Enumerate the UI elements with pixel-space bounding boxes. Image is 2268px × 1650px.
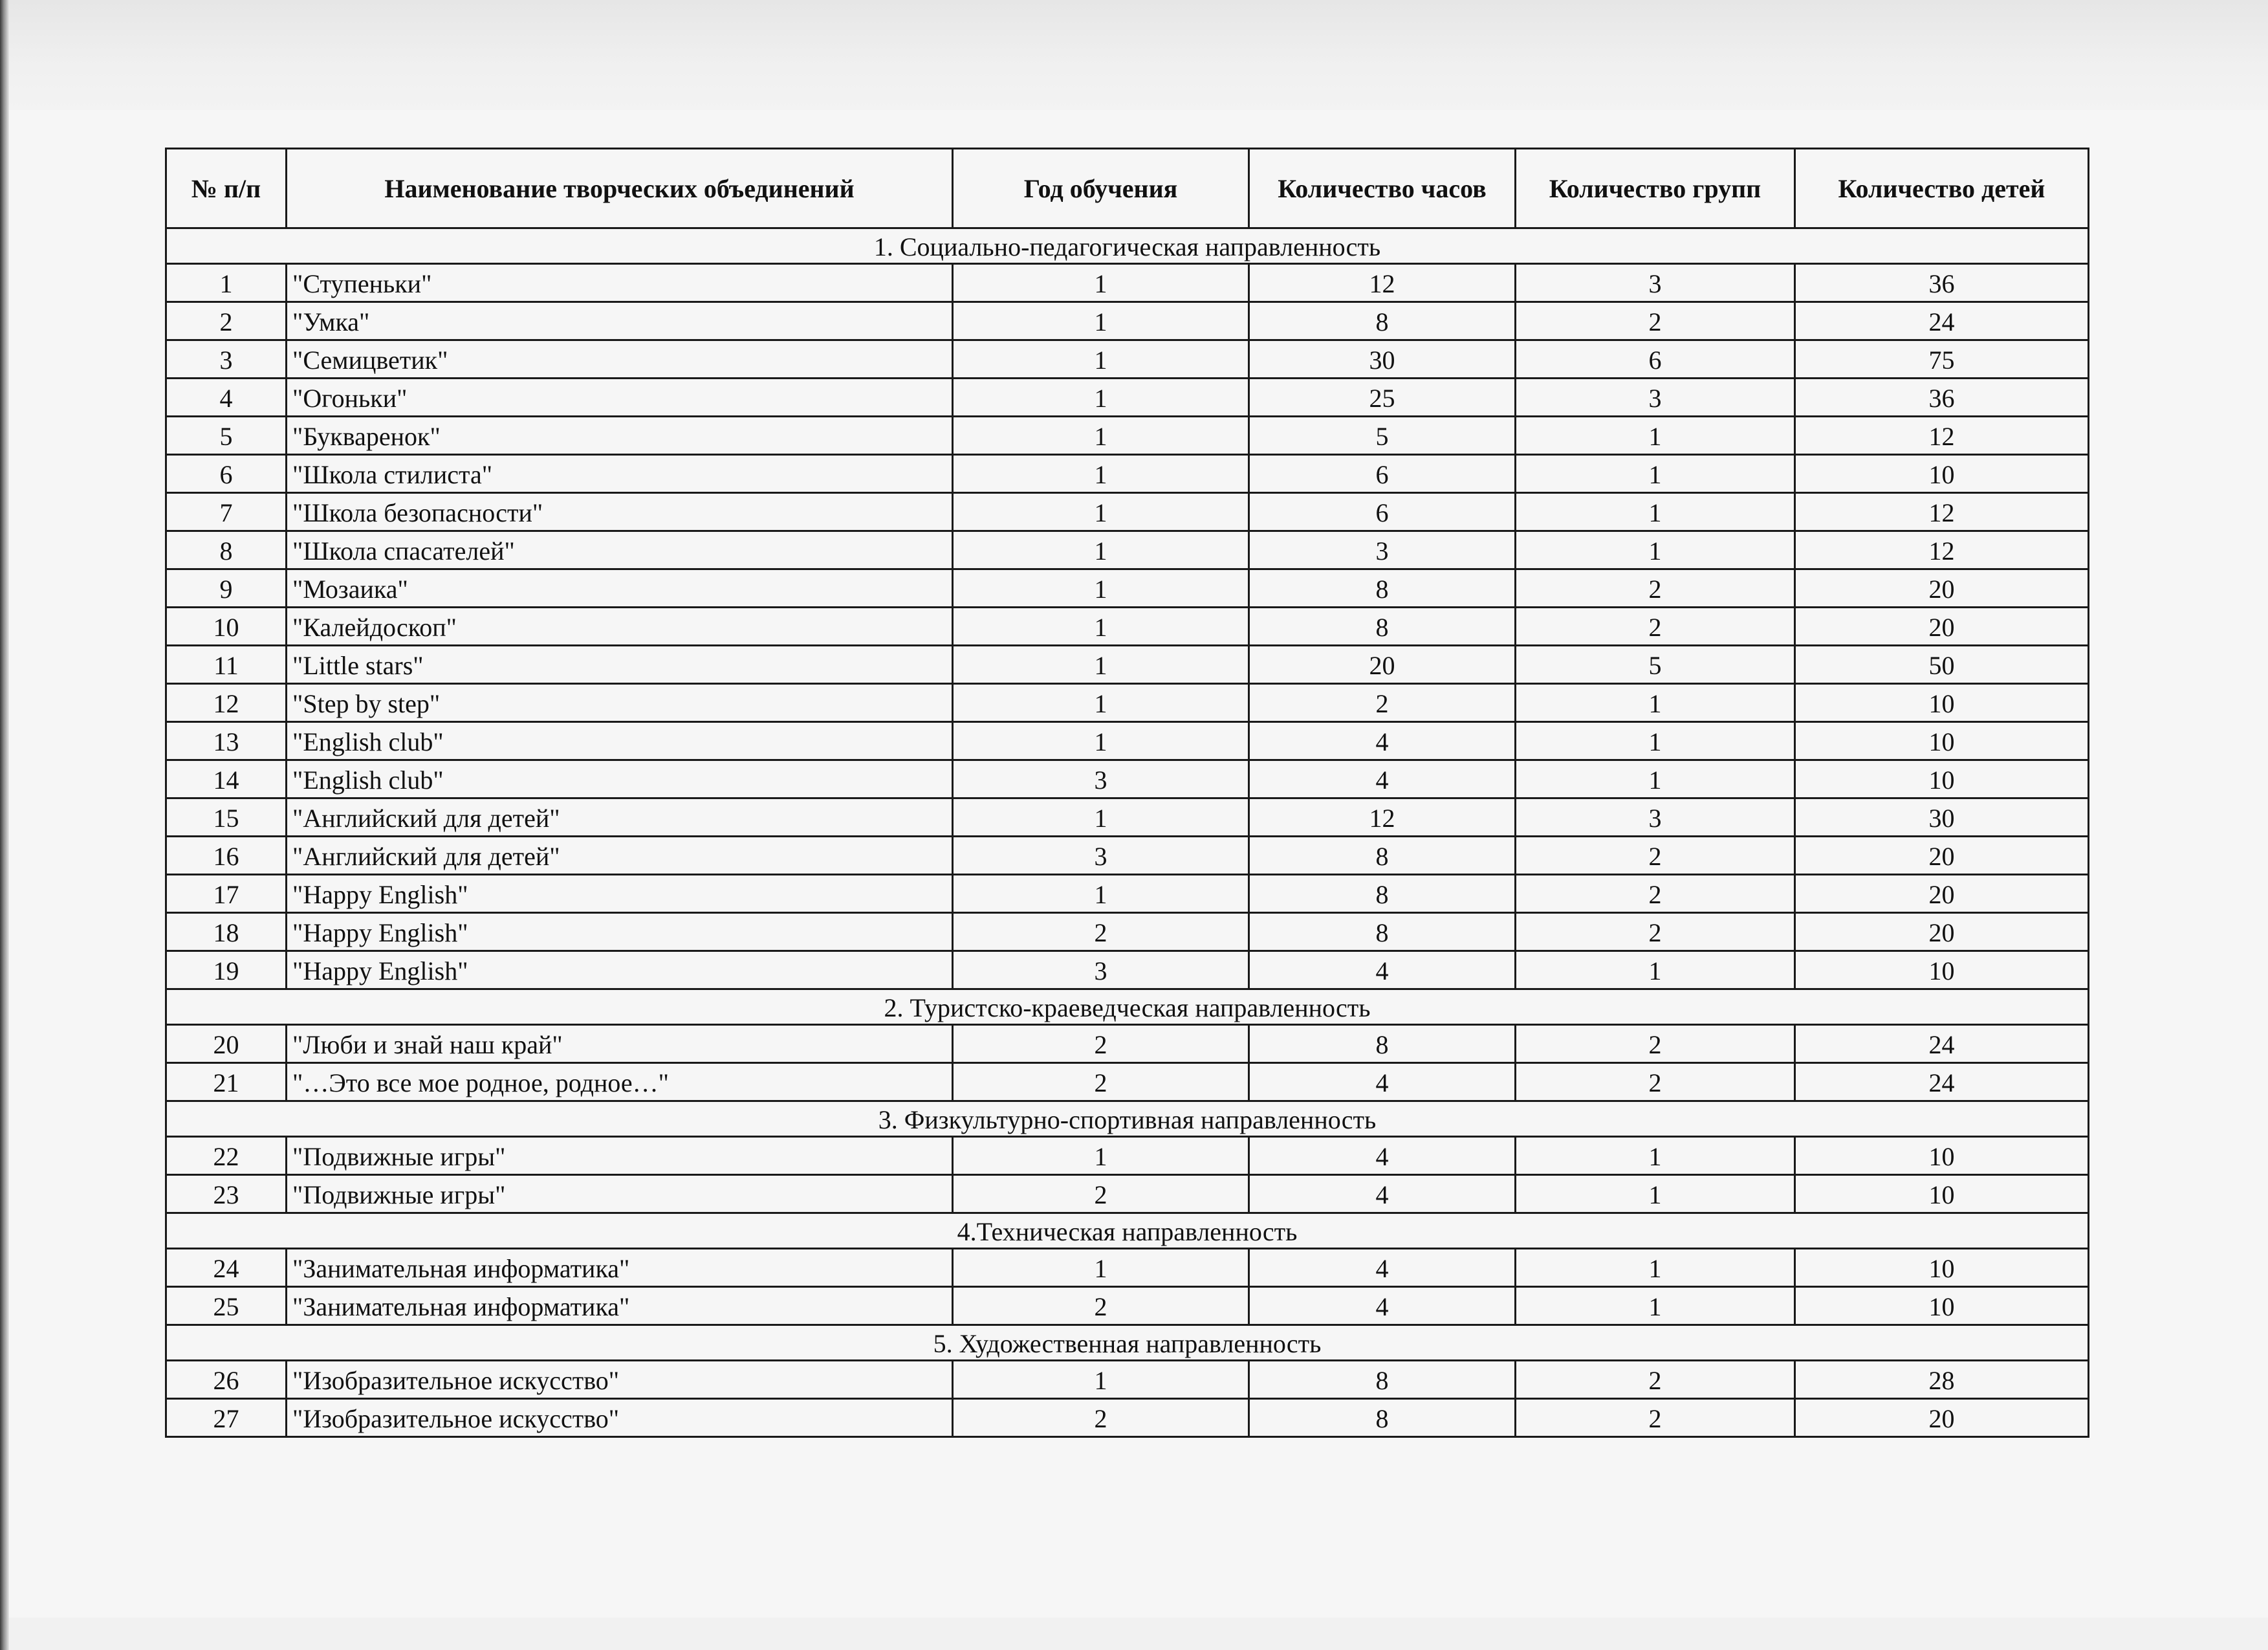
cell-number: 3 — [166, 340, 287, 379]
cell-name: "Happy English" — [287, 951, 953, 989]
cell-name: "Ступеньки" — [287, 264, 953, 302]
cell-name: "Школа стилиста" — [287, 455, 953, 493]
cell-children: 10 — [1795, 1287, 2089, 1325]
cell-groups: 1 — [1516, 493, 1795, 531]
table-row — [166, 1175, 2089, 1213]
cell-year: 1 — [953, 722, 1249, 760]
section-title: 4.Техническая направленность — [166, 1213, 2089, 1249]
table-row — [166, 340, 2089, 379]
cell-year: 3 — [953, 951, 1249, 989]
table-row — [166, 1287, 2089, 1325]
cell-name: "English club" — [287, 760, 953, 798]
cell-year: 1 — [953, 646, 1249, 684]
cell-groups: 1 — [1516, 951, 1795, 989]
cell-hours: 8 — [1249, 913, 1516, 951]
cell-hours: 3 — [1249, 531, 1516, 569]
cell-hours: 4 — [1249, 1137, 1516, 1175]
section-row — [166, 228, 2089, 264]
table-row — [166, 417, 2089, 455]
cell-year: 1 — [953, 608, 1249, 646]
cell-groups: 3 — [1516, 264, 1795, 302]
cell-year: 3 — [953, 837, 1249, 875]
cell-year: 1 — [953, 684, 1249, 722]
cell-number: 23 — [166, 1175, 287, 1213]
cell-groups: 2 — [1516, 1063, 1795, 1101]
table-row — [166, 646, 2089, 684]
cell-hours: 4 — [1249, 722, 1516, 760]
table-row — [166, 1025, 2089, 1063]
table-body — [166, 228, 2089, 1437]
cell-number: 27 — [166, 1399, 287, 1437]
cell-number: 24 — [166, 1249, 287, 1287]
cell-children: 75 — [1795, 340, 2089, 379]
cell-children: 10 — [1795, 951, 2089, 989]
cell-children: 12 — [1795, 531, 2089, 569]
cell-groups: 3 — [1516, 798, 1795, 837]
cell-number: 17 — [166, 875, 287, 913]
cell-groups: 1 — [1516, 722, 1795, 760]
cell-groups: 1 — [1516, 417, 1795, 455]
section-title: 3. Физкультурно-спортивная направленность — [166, 1101, 2089, 1137]
cell-hours: 12 — [1249, 264, 1516, 302]
cell-year: 1 — [953, 493, 1249, 531]
cell-groups: 1 — [1516, 531, 1795, 569]
header-hours: Количество часов — [1249, 149, 1516, 228]
section-row — [166, 989, 2089, 1025]
cell-name: "Калейдоскоп" — [287, 608, 953, 646]
cell-number: 8 — [166, 531, 287, 569]
cell-groups: 6 — [1516, 340, 1795, 379]
cell-year: 1 — [953, 1361, 1249, 1399]
cell-number: 14 — [166, 760, 287, 798]
table-row — [166, 264, 2089, 302]
cell-name: "Английский для детей" — [287, 837, 953, 875]
header-name: Наименование творческих объединений — [287, 149, 953, 228]
scan-top-shadow — [0, 0, 2268, 110]
cell-hours: 12 — [1249, 798, 1516, 837]
cell-name: "Happy English" — [287, 913, 953, 951]
cell-children: 10 — [1795, 1249, 2089, 1287]
cell-children: 10 — [1795, 722, 2089, 760]
cell-year: 2 — [953, 1399, 1249, 1437]
cell-name: "Мозаика" — [287, 569, 953, 608]
cell-number: 19 — [166, 951, 287, 989]
cell-number: 2 — [166, 302, 287, 340]
cell-hours: 8 — [1249, 608, 1516, 646]
cell-number: 16 — [166, 837, 287, 875]
cell-hours: 4 — [1249, 1175, 1516, 1213]
cell-number: 21 — [166, 1063, 287, 1101]
cell-children: 12 — [1795, 493, 2089, 531]
table-row — [166, 1137, 2089, 1175]
cell-year: 1 — [953, 455, 1249, 493]
cell-year: 2 — [953, 1175, 1249, 1213]
cell-hours: 25 — [1249, 379, 1516, 417]
section-title: 1. Социально-педагогическая направленность — [166, 228, 2089, 264]
cell-children: 50 — [1795, 646, 2089, 684]
cell-hours: 4 — [1249, 760, 1516, 798]
cell-number: 1 — [166, 264, 287, 302]
cell-number: 20 — [166, 1025, 287, 1063]
cell-hours: 8 — [1249, 1361, 1516, 1399]
cell-name: "Английский для детей" — [287, 798, 953, 837]
cell-year: 2 — [953, 1287, 1249, 1325]
header-year: Год обучения — [953, 149, 1249, 228]
cell-name: "…Это все мое родное, родное…" — [287, 1063, 953, 1101]
cell-hours: 30 — [1249, 340, 1516, 379]
cell-hours: 8 — [1249, 569, 1516, 608]
section-row — [166, 1325, 2089, 1361]
cell-year: 1 — [953, 302, 1249, 340]
header-groups: Количество групп — [1516, 149, 1795, 228]
cell-year: 1 — [953, 875, 1249, 913]
cell-number: 12 — [166, 684, 287, 722]
cell-hours: 4 — [1249, 1249, 1516, 1287]
cell-name: "Люби и знай наш край" — [287, 1025, 953, 1063]
cell-groups: 1 — [1516, 1175, 1795, 1213]
cell-name: "Step by step" — [287, 684, 953, 722]
cell-children: 20 — [1795, 837, 2089, 875]
cell-year: 1 — [953, 798, 1249, 837]
cell-number: 10 — [166, 608, 287, 646]
table-row — [166, 1249, 2089, 1287]
cell-year: 1 — [953, 264, 1249, 302]
cell-year: 1 — [953, 417, 1249, 455]
cell-hours: 8 — [1249, 1399, 1516, 1437]
table-row — [166, 608, 2089, 646]
cell-groups: 2 — [1516, 1399, 1795, 1437]
cell-name: "Little stars" — [287, 646, 953, 684]
cell-groups: 2 — [1516, 837, 1795, 875]
cell-number: 4 — [166, 379, 287, 417]
cell-groups: 1 — [1516, 1137, 1795, 1175]
cell-year: 1 — [953, 569, 1249, 608]
cell-year: 1 — [953, 340, 1249, 379]
cell-year: 1 — [953, 379, 1249, 417]
cell-hours: 8 — [1249, 302, 1516, 340]
table-row — [166, 1063, 2089, 1101]
table-row — [166, 913, 2089, 951]
cell-name: "Умка" — [287, 302, 953, 340]
cell-name: "Букваренок" — [287, 417, 953, 455]
cell-children: 30 — [1795, 798, 2089, 837]
cell-year: 2 — [953, 1063, 1249, 1101]
cell-name: "English club" — [287, 722, 953, 760]
table-row — [166, 951, 2089, 989]
cell-children: 10 — [1795, 1175, 2089, 1213]
cell-hours: 4 — [1249, 1063, 1516, 1101]
cell-name: "Подвижные игры" — [287, 1137, 953, 1175]
cell-groups: 1 — [1516, 684, 1795, 722]
cell-year: 2 — [953, 1025, 1249, 1063]
cell-name: "Занимательная информатика" — [287, 1287, 953, 1325]
cell-groups: 2 — [1516, 608, 1795, 646]
header-children: Количество детей — [1795, 149, 2089, 228]
cell-children: 24 — [1795, 1063, 2089, 1101]
cell-hours: 4 — [1249, 1287, 1516, 1325]
cell-number: 9 — [166, 569, 287, 608]
table-row — [166, 837, 2089, 875]
cell-hours: 8 — [1249, 837, 1516, 875]
cell-year: 1 — [953, 1249, 1249, 1287]
cell-groups: 2 — [1516, 1025, 1795, 1063]
cell-hours: 5 — [1249, 417, 1516, 455]
scan-left-edge — [0, 0, 9, 1650]
cell-name: "Подвижные игры" — [287, 1175, 953, 1213]
cell-children: 24 — [1795, 302, 2089, 340]
table-row — [166, 875, 2089, 913]
cell-name: "Занимательная информатика" — [287, 1249, 953, 1287]
table-header-row — [166, 149, 2089, 228]
cell-hours: 6 — [1249, 455, 1516, 493]
cell-children: 36 — [1795, 264, 2089, 302]
cell-groups: 2 — [1516, 1361, 1795, 1399]
cell-children: 36 — [1795, 379, 2089, 417]
cell-number: 15 — [166, 798, 287, 837]
cell-children: 10 — [1795, 1137, 2089, 1175]
table-row — [166, 379, 2089, 417]
cell-number: 11 — [166, 646, 287, 684]
table-row — [166, 722, 2089, 760]
cell-children: 20 — [1795, 608, 2089, 646]
programs-table — [165, 148, 2089, 1438]
cell-hours: 20 — [1249, 646, 1516, 684]
header-number: № п/п — [166, 149, 287, 228]
cell-children: 28 — [1795, 1361, 2089, 1399]
cell-name: "Огоньки" — [287, 379, 953, 417]
cell-year: 1 — [953, 1137, 1249, 1175]
cell-hours: 6 — [1249, 493, 1516, 531]
cell-name: "Школа спасателей" — [287, 531, 953, 569]
cell-hours: 8 — [1249, 875, 1516, 913]
cell-name: "Семицветик" — [287, 340, 953, 379]
cell-year: 3 — [953, 760, 1249, 798]
cell-number: 22 — [166, 1137, 287, 1175]
cell-name: "Изобразительное искусство" — [287, 1399, 953, 1437]
cell-hours: 2 — [1249, 684, 1516, 722]
cell-hours: 4 — [1249, 951, 1516, 989]
cell-number: 6 — [166, 455, 287, 493]
cell-groups: 2 — [1516, 569, 1795, 608]
table-row — [166, 455, 2089, 493]
table-row — [166, 302, 2089, 340]
cell-children: 20 — [1795, 875, 2089, 913]
table-row — [166, 684, 2089, 722]
table-row — [166, 760, 2089, 798]
cell-year: 1 — [953, 531, 1249, 569]
cell-number: 18 — [166, 913, 287, 951]
cell-number: 7 — [166, 493, 287, 531]
table-row — [166, 1399, 2089, 1437]
section-row — [166, 1213, 2089, 1249]
cell-groups: 2 — [1516, 302, 1795, 340]
cell-groups: 1 — [1516, 1249, 1795, 1287]
cell-groups: 1 — [1516, 455, 1795, 493]
cell-children: 20 — [1795, 1399, 2089, 1437]
cell-number: 13 — [166, 722, 287, 760]
cell-hours: 8 — [1249, 1025, 1516, 1063]
cell-groups: 2 — [1516, 913, 1795, 951]
table-row — [166, 1361, 2089, 1399]
table-row — [166, 531, 2089, 569]
cell-children: 10 — [1795, 684, 2089, 722]
cell-year: 2 — [953, 913, 1249, 951]
table-row — [166, 493, 2089, 531]
cell-children: 10 — [1795, 760, 2089, 798]
cell-name: "Happy English" — [287, 875, 953, 913]
cell-number: 5 — [166, 417, 287, 455]
cell-children: 12 — [1795, 417, 2089, 455]
cell-children: 24 — [1795, 1025, 2089, 1063]
cell-children: 20 — [1795, 913, 2089, 951]
cell-children: 10 — [1795, 455, 2089, 493]
cell-groups: 5 — [1516, 646, 1795, 684]
cell-name: "Школа безопасности" — [287, 493, 953, 531]
table-row — [166, 798, 2089, 837]
cell-number: 25 — [166, 1287, 287, 1325]
table-row — [166, 569, 2089, 608]
section-title: 2. Туристско-краеведческая направленность — [166, 989, 2089, 1025]
cell-children: 20 — [1795, 569, 2089, 608]
cell-number: 26 — [166, 1361, 287, 1399]
section-row — [166, 1101, 2089, 1137]
cell-groups: 2 — [1516, 875, 1795, 913]
cell-name: "Изобразительное искусство" — [287, 1361, 953, 1399]
cell-groups: 1 — [1516, 760, 1795, 798]
cell-groups: 1 — [1516, 1287, 1795, 1325]
section-title: 5. Художественная направленность — [166, 1325, 2089, 1361]
cell-groups: 3 — [1516, 379, 1795, 417]
